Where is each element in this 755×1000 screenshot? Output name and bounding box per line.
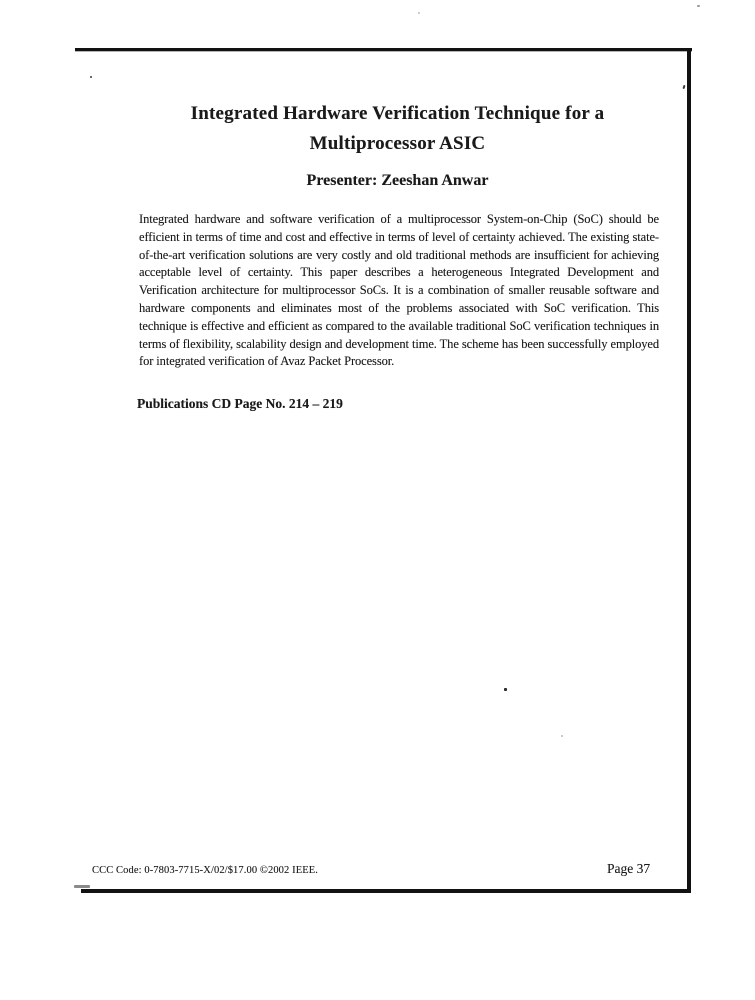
scan-speck	[90, 76, 92, 78]
paper-title-line2: Multiprocessor ASIC	[309, 133, 486, 154]
scan-speck	[682, 85, 685, 89]
page-border-top-line	[75, 48, 692, 51]
scan-speck	[697, 5, 700, 7]
scan-speck	[561, 735, 563, 737]
paper-title	[40, 99, 755, 159]
ccc-code-footer: CCC Code: 0-7803-7715-X/02/$17.00 ©2002 IEEE.	[92, 865, 318, 876]
paper-title-line1: Integrated Hardware Verification Technique for a	[190, 103, 605, 124]
scan-speck	[504, 688, 507, 691]
publications-cd-page-note: Publications CD Page No. 214 – 219	[137, 396, 343, 411]
scan-speck	[418, 12, 420, 14]
abstract-text: Integrated hardware and software verification of a multiprocessor System-on-Chip (SoC) should be efficient in terms of time and cost and effective in terms of level of certainty achieved. The existing state-of-the-art verification solutions are very costly and old traditional methods are insufficient for achieving acceptable level of certainty. This paper describes a heterogeneous Integrated Development and Verification architecture for multiprocessor SoCs. It is a combination of smaller reusable software and hardware components and eliminates most of the problems associated with SoC verification. This technique is effective and efficient as compared to the available traditional SoC verification techniques in terms of flexibility, scalability design and development time. The scheme has been successfully employed for integrated verification of Avaz Packet Processor.	[139, 212, 659, 369]
scan-smudge	[74, 885, 90, 888]
presenter-line: Presenter: Zeeshan Anwar	[306, 172, 489, 189]
page-border-bottom-line	[81, 889, 691, 893]
page-number: Page 37	[607, 861, 651, 876]
